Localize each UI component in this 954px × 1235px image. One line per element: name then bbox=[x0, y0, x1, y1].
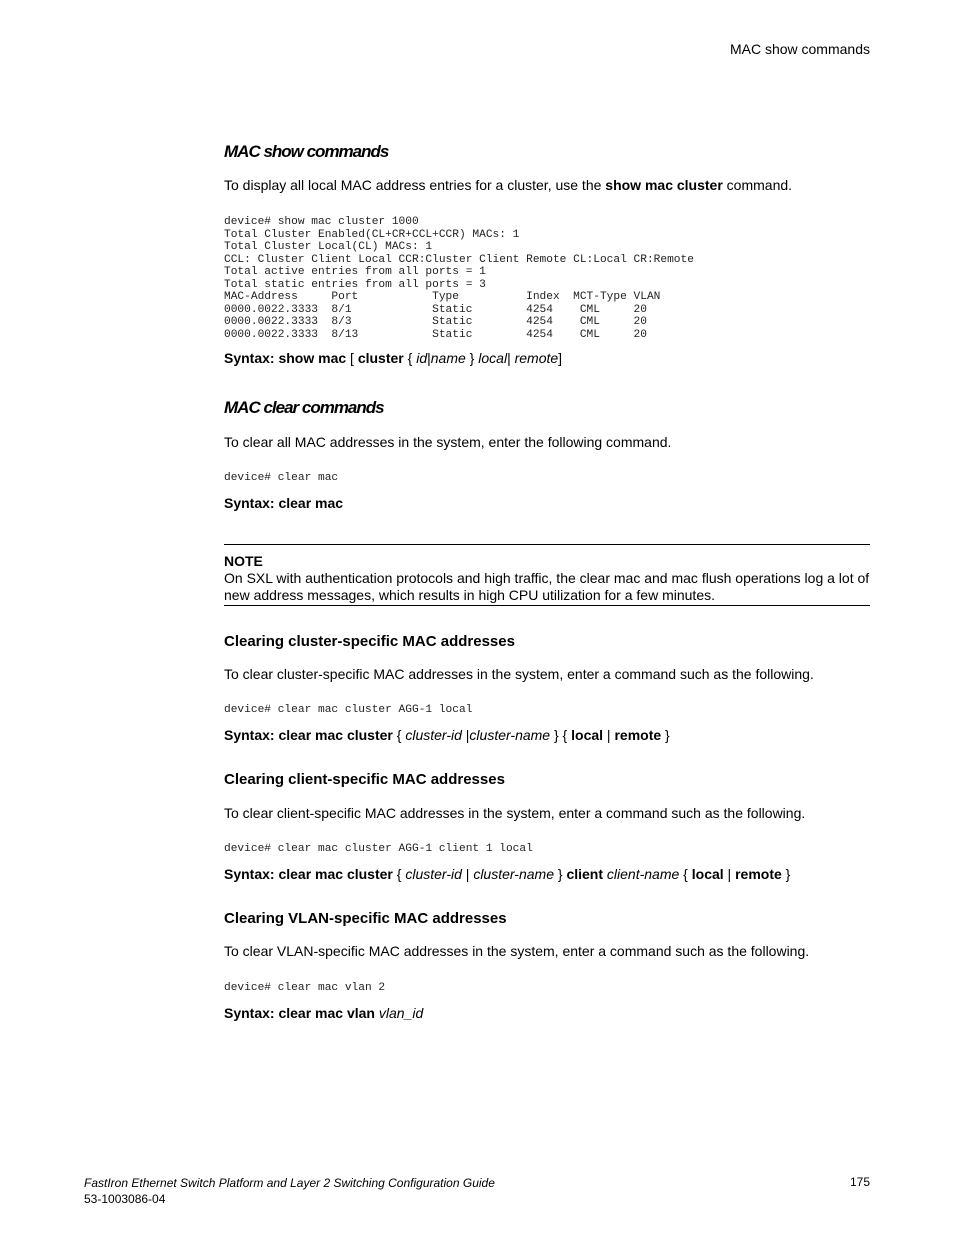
syntax-text: | bbox=[603, 727, 615, 743]
syntax-arg: id bbox=[416, 350, 428, 366]
cluster-intro: To clear cluster-specific MAC addresses in the system, enter a command such as the following. bbox=[224, 666, 814, 682]
syntax-arg: vlan_id bbox=[378, 1005, 424, 1021]
clear-intro: To clear all MAC addresses in the system, enter the following command. bbox=[224, 434, 672, 450]
syntax-arg: name bbox=[430, 350, 466, 366]
code-line: device# clear mac vlan 2 bbox=[224, 982, 386, 994]
clear-code-block bbox=[224, 472, 338, 485]
cluster-code-block bbox=[224, 704, 472, 717]
syntax-text: | bbox=[723, 866, 736, 882]
code-line: device# clear mac cluster AGG-1 local bbox=[224, 704, 473, 716]
syntax-text: { bbox=[392, 866, 406, 882]
syntax-keyword: remote bbox=[735, 866, 782, 882]
code-line: 0000.0022.3333 8/3 Static 4254 CML 20 bbox=[224, 316, 647, 328]
syntax-arg: client-name bbox=[606, 866, 680, 882]
code-line: Total Cluster Local(CL) MACs: 1 bbox=[224, 241, 433, 253]
syntax-label: Syntax: show mac bbox=[224, 350, 347, 366]
section-heading-show: MAC show commands bbox=[224, 142, 389, 161]
note-title: NOTE bbox=[224, 553, 263, 569]
show-intro-pre: To display all local MAC address entries for a cluster, use the bbox=[224, 177, 606, 193]
footer-doc-number: 53-1003086-04 bbox=[84, 1192, 166, 1206]
syntax-text: | bbox=[507, 350, 515, 366]
syntax-text: } { bbox=[550, 727, 572, 743]
syntax-keyword: client bbox=[566, 866, 604, 882]
vlan-syntax bbox=[224, 1005, 423, 1021]
syntax-arg: cluster-name bbox=[469, 727, 551, 743]
syntax-label: Syntax: clear mac vlan bbox=[224, 1005, 375, 1021]
syntax-arg: remote bbox=[514, 350, 559, 366]
syntax-text: } bbox=[465, 350, 479, 366]
syntax-text: { bbox=[679, 866, 692, 882]
running-header: MAC show commands bbox=[729, 41, 870, 57]
syntax-text: } bbox=[781, 866, 791, 882]
syntax-arg: cluster-id bbox=[405, 866, 462, 882]
syntax-label: Syntax: clear mac cluster bbox=[224, 727, 393, 743]
syntax-label: Syntax: clear mac bbox=[224, 495, 344, 511]
syntax-text: | bbox=[461, 727, 470, 743]
note-box bbox=[224, 544, 870, 606]
note-text: On SXL with authentication protocols and high traffic, the clear mac and mac flush operations log a lot of new address messages, which results in high CPU utilization for a few minutes. bbox=[224, 570, 870, 603]
vlan-code-block bbox=[224, 982, 385, 995]
show-syntax bbox=[224, 350, 562, 366]
code-line: Total active entries from all ports = 1 bbox=[224, 266, 486, 278]
footer-title: FastIron Ethernet Switch Platform and Layer 2 Switching Configuration Guide bbox=[84, 1176, 495, 1190]
subsection-heading-client: Clearing client-specific MAC addresses bbox=[224, 771, 505, 788]
page-number: 175 bbox=[849, 1175, 870, 1189]
code-line: 0000.0022.3333 8/1 Static 4254 CML 20 bbox=[224, 303, 647, 316]
code-line: Total Cluster Enabled(CL+CR+CCL+CCR) MACs: 1 bbox=[224, 228, 520, 241]
syntax-text: ] bbox=[558, 350, 563, 366]
code-line: Total static entries from all ports = 3 bbox=[224, 278, 486, 291]
syntax-arg: cluster-id bbox=[405, 727, 462, 743]
cluster-syntax bbox=[224, 727, 670, 743]
show-intro bbox=[224, 177, 792, 193]
syntax-arg: local bbox=[478, 350, 508, 366]
subsection-heading-cluster: Clearing cluster-specific MAC addresses bbox=[224, 633, 515, 650]
vlan-intro: To clear VLAN-specific MAC addresses in the system, enter a command such as the following. bbox=[224, 943, 810, 959]
show-code-block bbox=[224, 216, 694, 341]
code-line: device# clear mac cluster AGG-1 client 1 local bbox=[224, 843, 533, 855]
syntax-keyword: local bbox=[691, 866, 724, 882]
syntax-keyword: local bbox=[571, 727, 604, 743]
syntax-text: } bbox=[661, 727, 670, 743]
syntax-arg: cluster-name bbox=[473, 866, 554, 882]
syntax-text: { bbox=[403, 350, 417, 366]
syntax-text: [ bbox=[346, 350, 358, 366]
code-line: device# clear mac bbox=[224, 472, 339, 484]
syntax-text: { bbox=[392, 727, 406, 743]
clear-syntax bbox=[224, 495, 343, 511]
show-intro-post: command. bbox=[722, 177, 793, 193]
client-syntax bbox=[224, 866, 790, 882]
syntax-text: | bbox=[427, 350, 431, 366]
syntax-label: Syntax: clear mac cluster bbox=[224, 866, 393, 882]
client-intro: To clear client-specific MAC addresses in the system, enter a command such as the following. bbox=[224, 805, 806, 821]
subsection-heading-vlan: Clearing VLAN-specific MAC addresses bbox=[224, 910, 507, 927]
code-line: device# show mac cluster 1000 bbox=[224, 216, 419, 228]
syntax-keyword: cluster bbox=[357, 350, 404, 366]
syntax-keyword: remote bbox=[614, 727, 662, 743]
client-code-block bbox=[224, 843, 533, 856]
code-line: MAC-Address Port Type Index MCT-Type VLAN bbox=[224, 291, 661, 303]
syntax-text: | bbox=[461, 866, 474, 882]
section-heading-clear: MAC clear commands bbox=[224, 398, 384, 417]
code-line: 0000.0022.3333 8/13 Static 4254 CML 20 bbox=[224, 328, 647, 341]
syntax-text: } bbox=[553, 866, 567, 882]
code-line: CCL: Cluster Client Local CCR:Cluster Client Remote CL:Local CR:Remote bbox=[224, 253, 694, 266]
footer-left bbox=[84, 1175, 495, 1207]
show-intro-command: show mac cluster bbox=[605, 177, 723, 193]
